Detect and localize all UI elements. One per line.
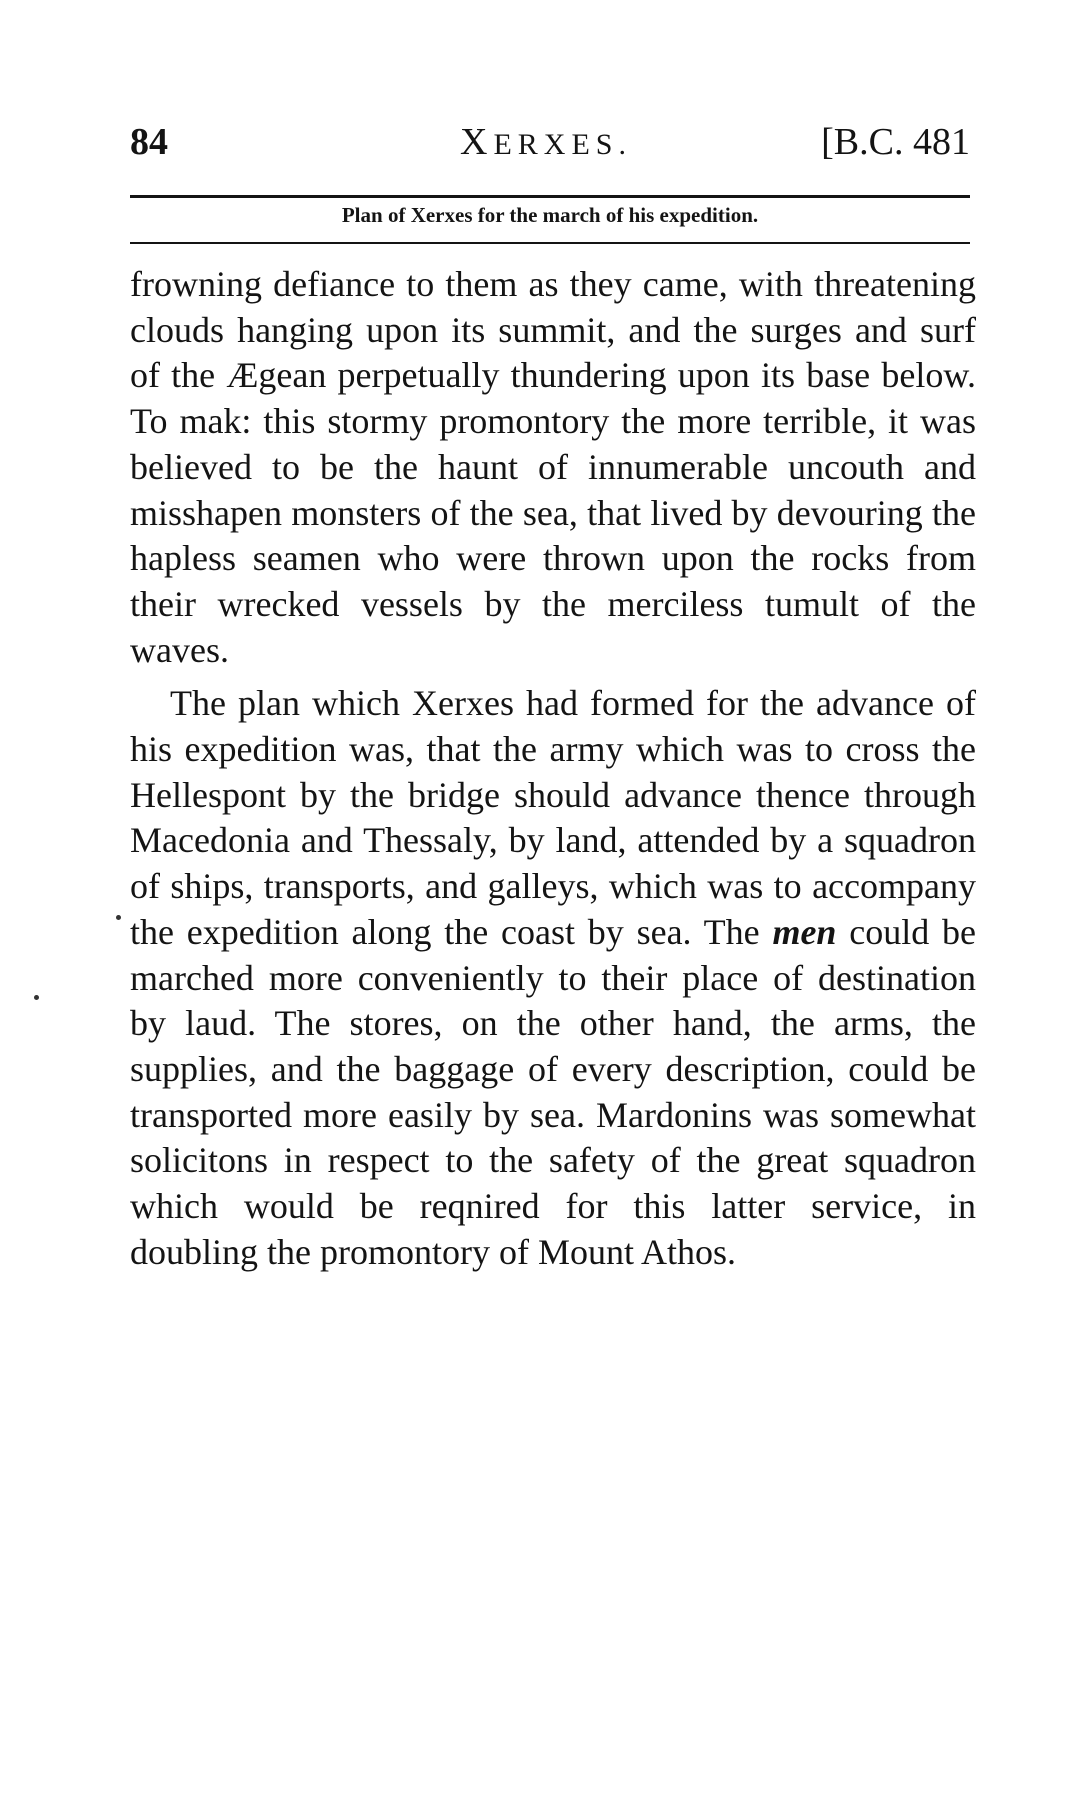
body-text bbox=[130, 262, 976, 1275]
header-rule-bottom bbox=[130, 242, 970, 244]
header-rule-top bbox=[130, 195, 970, 198]
running-title bbox=[460, 120, 632, 164]
paragraph-2-part-1: The plan which Xerxes had formed for the advance of his expedition was, that the army which was to cross the Hellespont by the bridge should advance thence through Macedonia and Thessaly, by land, attended by a squadron of ships, transports, and galleys, which was to accompany the expedition along the coast by sea. The bbox=[130, 683, 976, 952]
print-speck bbox=[116, 915, 121, 920]
running-title-rest: ERXES. bbox=[493, 128, 632, 161]
paragraph-2 bbox=[130, 681, 976, 1275]
paragraph-2-part-2: could be marched more conveniently to their place of destination by laud. The stores, on the other hand, the arms, the supplies, and the baggage of every description, could be transported more easily by sea. Mardonins was somewhat solicitons in respect to the safety of the great squadron which would be reqnired for this latter service, in doubling the promontory of Mount Athos. bbox=[130, 911, 977, 1272]
print-speck bbox=[34, 995, 39, 1000]
running-title-initial: X bbox=[460, 121, 494, 163]
paragraph-2-emphasis: men bbox=[772, 911, 837, 952]
running-header bbox=[130, 120, 970, 180]
paragraph-1: frowning defiance to them as they came, with threatening clouds hanging upon its summit, and the surges and surf of the Ægean perpetually thundering upon its base below. To mak: this stormy promontory the more terrible, it was believed to be the haunt of innumerable uncouth and misshapen monsters of the sea, that lived by devouring the hapless seamen who were thrown upon the rocks from their wrecked vessels by the merciless tumult of the waves. bbox=[130, 264, 976, 670]
page-number: 84 bbox=[130, 121, 168, 163]
section-subtitle: Plan of Xerxes for the march of his expedition. bbox=[341, 203, 759, 227]
running-date: [B.C. 481 bbox=[821, 121, 970, 163]
